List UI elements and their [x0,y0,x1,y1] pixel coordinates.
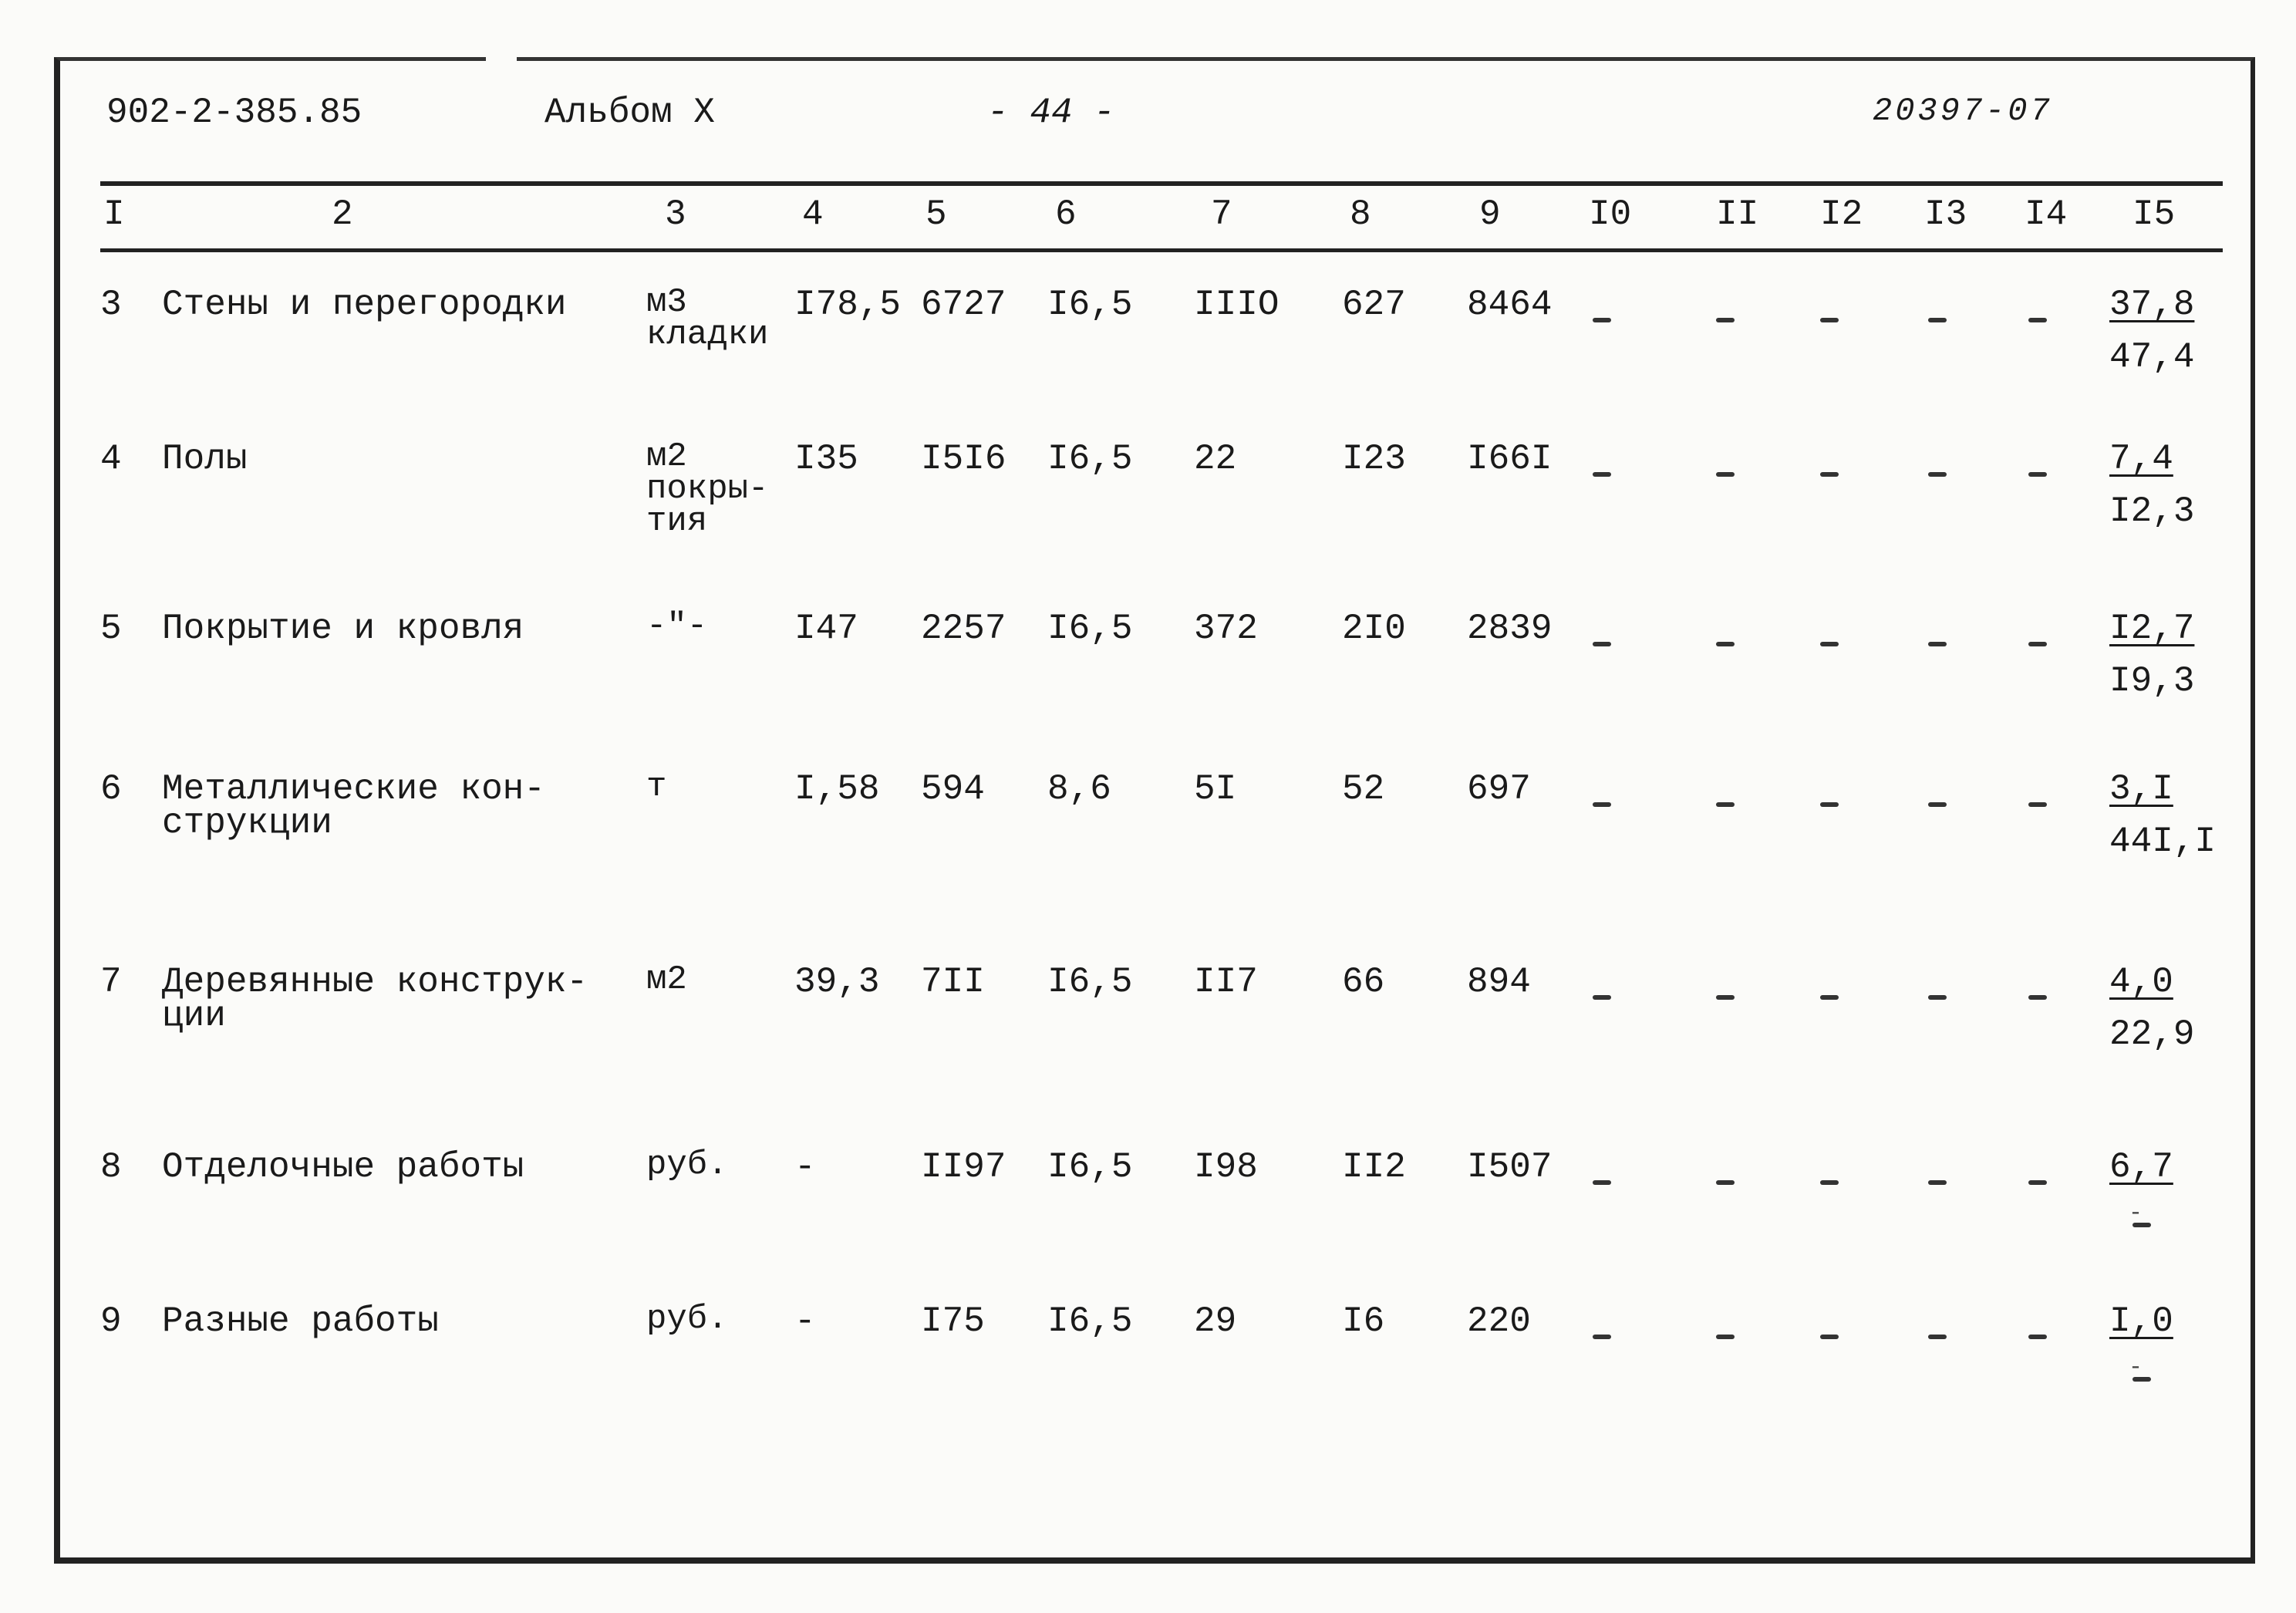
album-label: Альбом X [544,93,715,133]
cell-15-top: 7,4 [2109,439,2173,479]
row-number: 5 [100,609,122,649]
empty-dash [1593,302,1611,338]
cell-5: II97 [921,1147,1006,1187]
row-name: Деревянные конструк- [162,962,588,1002]
unit-cell: руб. [646,1146,728,1184]
empty-dash [1716,1319,1735,1355]
row-number: 9 [100,1301,122,1341]
cell-15-bottom: I2,3 [2109,491,2195,531]
empty-dash [2028,457,2047,492]
empty-dash [1716,626,1735,662]
cell-9: 8464 [1467,285,1553,325]
row-name: Разные работы [162,1301,439,1341]
row-number: 3 [100,285,122,325]
row-name: Отделочные работы [162,1147,524,1187]
row-name: Стены и перегородки [162,285,567,325]
row-number: 7 [100,962,122,1002]
row-number: 6 [100,769,122,809]
row-number: 8 [100,1147,122,1187]
column-number: II [1716,194,1759,235]
unit-cell: -"- [646,607,708,646]
cell-7: 22 [1194,439,1237,479]
unit-cell: руб. [646,1300,728,1338]
cell-4: I78,5 [794,285,902,325]
cell-8: II2 [1342,1147,1406,1187]
unit-cell: м3 кладки [646,283,769,354]
empty-dash [1593,457,1611,492]
cell-6: I6,5 [1047,285,1133,325]
empty-dash [1928,457,1947,492]
cell-5: I75 [921,1301,985,1341]
cell-7: 5I [1194,769,1237,809]
cell-15-top: 37,8 [2109,285,2195,325]
cell-15-bottom: 22,9 [2109,1014,2195,1055]
cell-8: I6 [1342,1301,1385,1341]
cell-15-top: 4,0 [2109,962,2173,1002]
frame-gap [486,54,517,63]
empty-dash [2028,626,2047,662]
empty-dash [1820,302,1839,338]
cell-6: I6,5 [1047,962,1133,1002]
cell-15-top: 6,7 [2109,1147,2173,1187]
cell-7: IIIO [1194,285,1279,325]
empty-dash [1928,302,1947,338]
cell-9: 697 [1467,769,1531,809]
column-number: 2 [332,194,353,235]
empty-dash [2028,1165,2047,1200]
cell-8: 52 [1342,769,1385,809]
cell-9: 2839 [1467,609,1553,649]
empty-dash [1820,1319,1839,1355]
column-number: I3 [1924,194,1967,235]
document-number: 20397-07 [1873,93,2053,130]
empty-dash [1716,787,1735,822]
column-number: 9 [1479,194,1501,235]
empty-dash [1820,457,1839,492]
empty-dash [1928,787,1947,822]
column-number: 7 [1211,194,1232,235]
cell-4: 39,3 [794,962,880,1002]
cell-4: I35 [794,439,858,479]
column-number: I0 [1589,194,1632,235]
column-number: 3 [665,194,686,235]
cell-15-top: 3,I [2109,769,2173,809]
column-header-rule [100,248,2223,252]
empty-dash [1716,1165,1735,1200]
unit-cell: т [646,768,667,806]
cell-4: - [794,1301,816,1341]
cell-4: - [794,1147,816,1187]
cell-8: 2I0 [1342,609,1406,649]
empty-dash [1928,1319,1947,1355]
cell-7: 29 [1194,1301,1237,1341]
column-number: 5 [925,194,947,235]
empty-dash [1820,980,1839,1015]
cell-5: 6727 [921,285,1006,325]
empty-dash [1593,787,1611,822]
cell-4: I47 [794,609,858,649]
empty-dash [1593,626,1611,662]
cell-15-bottom: - [2129,1200,2143,1227]
empty-dash [1716,457,1735,492]
cell-6: 8,6 [1047,769,1111,809]
column-number: 6 [1055,194,1077,235]
unit-cell: м2 [646,960,687,999]
row-name: Покрытие и кровля [162,609,524,649]
column-number: I5 [2132,194,2176,235]
empty-dash [2028,302,2047,338]
header-rule [100,181,2223,186]
cell-5: I5I6 [921,439,1006,479]
cell-8: 66 [1342,962,1385,1002]
cell-6: I6,5 [1047,439,1133,479]
empty-dash [1820,1165,1839,1200]
row-name: Полы [162,439,248,479]
page-number: - 44 - [987,93,1115,133]
cell-15-bottom: - [2129,1355,2143,1381]
cell-5: 594 [921,769,985,809]
empty-dash [1820,787,1839,822]
cell-7: I98 [1194,1147,1258,1187]
cell-9: I66I [1467,439,1553,479]
cell-15-bottom: 44I,I [2109,822,2217,862]
cell-15-bottom: I9,3 [2109,661,2195,701]
cell-5: 2257 [921,609,1006,649]
row-name: ции [162,996,226,1036]
empty-dash [2028,1319,2047,1355]
cell-6: I6,5 [1047,1147,1133,1187]
empty-dash [1928,980,1947,1015]
empty-dash [1928,626,1947,662]
cell-9: I507 [1467,1147,1553,1187]
cell-9: 220 [1467,1301,1531,1341]
cell-7: II7 [1194,962,1258,1002]
cell-7: 372 [1194,609,1258,649]
cell-15-bottom: 47,4 [2109,337,2195,377]
cell-4: I,58 [794,769,880,809]
empty-dash [1928,1165,1947,1200]
cell-6: I6,5 [1047,609,1133,649]
cell-15-top: I2,7 [2109,609,2195,649]
cell-9: 894 [1467,962,1531,1002]
project-code: 902-2-385.85 [106,93,362,133]
row-number: 4 [100,439,122,479]
empty-dash [2028,980,2047,1015]
cell-8: 627 [1342,285,1406,325]
column-number: I2 [1820,194,1863,235]
empty-dash [1820,626,1839,662]
cell-15-top: I,0 [2109,1301,2173,1341]
cell-6: I6,5 [1047,1301,1133,1341]
empty-dash [1593,980,1611,1015]
column-number: I4 [2025,194,2068,235]
column-number: 8 [1350,194,1371,235]
column-number: I [103,194,125,235]
empty-dash [1716,980,1735,1015]
empty-dash [2028,787,2047,822]
cell-5: 7II [921,962,985,1002]
empty-dash [1593,1319,1611,1355]
unit-cell: м2 покры- тия [646,437,769,541]
row-name: Металлические кон- [162,769,545,809]
empty-dash [1716,302,1735,338]
row-name: струкции [162,803,332,843]
empty-dash [1593,1165,1611,1200]
column-number: 4 [802,194,824,235]
cell-8: I23 [1342,439,1406,479]
